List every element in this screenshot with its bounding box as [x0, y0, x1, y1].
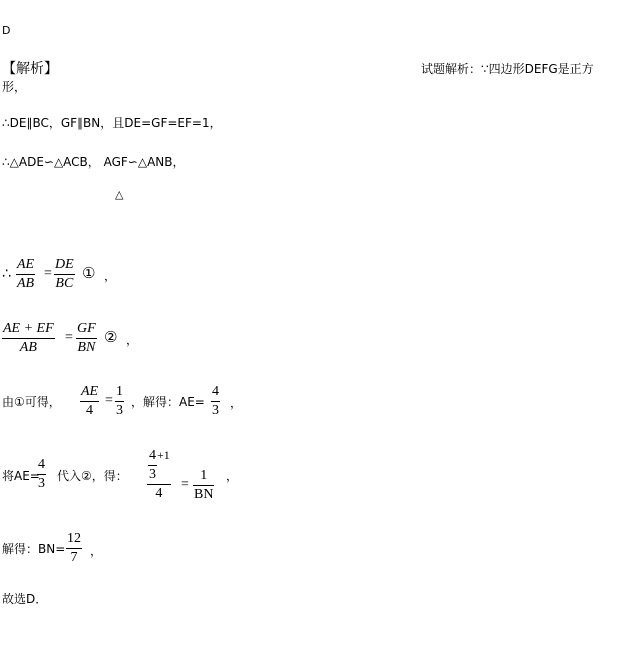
fraction-numerator: DE: [55, 257, 74, 272]
fraction-bar: [16, 274, 35, 275]
fraction-denominator: 7: [70, 550, 78, 565]
triangle-mark: △: [115, 188, 124, 201]
fraction-ae-4: [80, 385, 99, 418]
compound-numerator: [147, 449, 171, 482]
equals-sign: =: [44, 266, 52, 281]
fraction-bar: [76, 338, 97, 339]
similarity-statement: ∴△ADE∽△ACB， AGF∽△ANB，: [2, 155, 185, 169]
fraction-denominator: 3: [212, 403, 219, 418]
fraction-ae-ef-ab: [2, 322, 55, 355]
step2-prefix: 将AE=: [2, 469, 40, 483]
equals-sign: =: [65, 330, 73, 345]
punctuation: ，: [126, 333, 139, 347]
intro-text: 试题解析：∵四边形DEFG是正方: [421, 62, 594, 76]
equation-marker-1: ①: [82, 264, 96, 282]
fraction-denominator: 4: [86, 403, 94, 418]
fraction-1-bn: [193, 469, 214, 502]
punctuation: ，: [230, 396, 243, 410]
fraction-denominator: AB: [17, 276, 35, 291]
equals-sign: =: [181, 477, 189, 492]
step3-prefix: 解得：BN=: [2, 542, 66, 556]
fraction-numerator: AE + EF: [3, 321, 54, 336]
fraction-bar: [148, 465, 157, 466]
fraction-numerator: 1: [116, 384, 123, 399]
fraction-bar: [147, 484, 171, 485]
fraction-de-bc: [54, 258, 75, 291]
inner-fraction: [148, 449, 157, 482]
fraction-ae-ab: [16, 258, 35, 291]
plus-one: +1: [157, 448, 170, 462]
answer-letter: D: [2, 24, 11, 37]
fraction-4-3: [211, 385, 220, 418]
punctuation: ，: [226, 469, 239, 483]
compound-fraction: [147, 449, 171, 501]
fraction-denominator: BC: [55, 276, 74, 291]
conclusion: 故选D．: [2, 592, 48, 606]
fraction-bar: [37, 474, 46, 475]
equals-sign: =: [105, 393, 113, 408]
therefore-symbol: ∴: [2, 266, 11, 282]
fraction-bar: [66, 548, 82, 549]
step1-middle: ，解得：AE=: [131, 395, 205, 409]
fraction-numerator: 4: [149, 448, 156, 463]
fraction-denominator: 3: [38, 476, 45, 491]
fraction-numerator: 12: [67, 531, 81, 546]
punctuation: ，: [90, 544, 103, 558]
fraction-bar: [54, 274, 75, 275]
fraction-bar: [2, 338, 55, 339]
punctuation: ，: [104, 269, 117, 283]
fraction-bar: [211, 401, 220, 402]
fraction-numerator: AE: [81, 384, 99, 399]
fraction-numerator: 4: [38, 457, 45, 472]
step1-prefix: 由①可得，: [2, 395, 61, 409]
fraction-numerator: AE: [17, 257, 35, 272]
fraction-numerator: GF: [77, 321, 96, 336]
parallel-statement: ∴DE∥BC，GF∥BN，且DE=GF=EF=1，: [2, 116, 222, 130]
fraction-numerator: 1: [200, 468, 208, 483]
fraction-bar: [193, 485, 214, 486]
fraction-denominator: 4: [155, 486, 163, 501]
fraction-bar: [115, 401, 124, 402]
fraction-4-3: [37, 458, 46, 491]
fraction-numerator: 4: [212, 384, 219, 399]
analysis-heading: 【解析】: [2, 61, 58, 77]
fraction-denominator: AB: [19, 340, 37, 355]
step2-middle: 代入②，得：: [57, 469, 128, 483]
fraction-12-7: [66, 532, 82, 565]
fraction-denominator: BN: [194, 487, 214, 502]
fraction-bar: [80, 401, 99, 402]
fraction-denominator: BN: [77, 340, 96, 355]
fraction-1-3: [115, 385, 124, 418]
intro-text-wrap: 形，: [2, 80, 27, 94]
fraction-gf-bn: [76, 322, 97, 355]
fraction-denominator: 3: [116, 403, 123, 418]
equation-marker-2: ②: [104, 328, 118, 346]
fraction-denominator: 3: [149, 467, 156, 482]
